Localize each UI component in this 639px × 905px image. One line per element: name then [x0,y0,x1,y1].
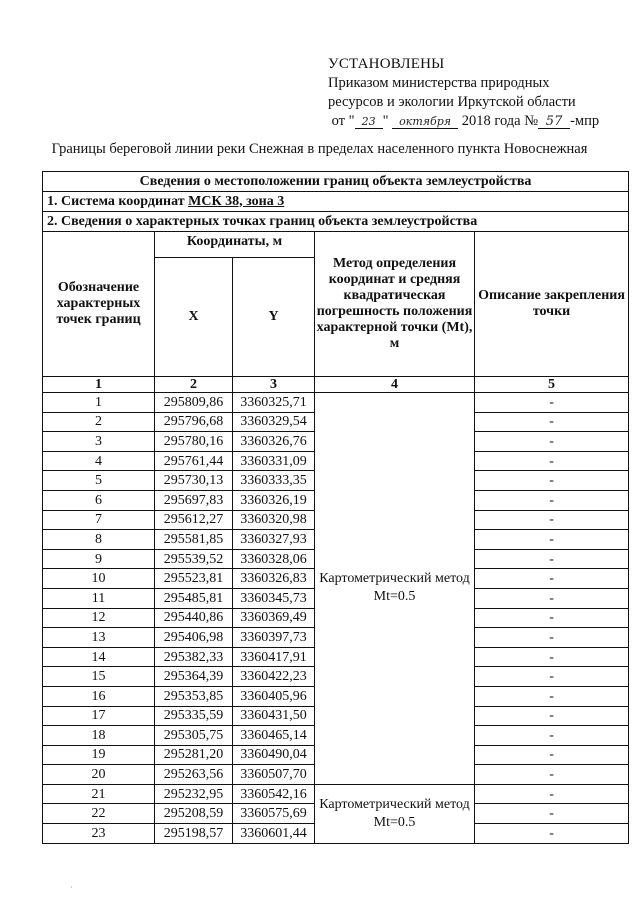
point-description: - [475,784,629,804]
point-description: - [475,726,629,746]
point-x: 295485,81 [155,588,233,608]
approval-order-line [328,112,628,131]
point-number: 13 [43,628,155,648]
order-number-handwritten: 57 [538,115,570,129]
point-y: 3360325,71 [233,393,315,413]
point-x: 295809,86 [155,393,233,413]
point-x: 295730,13 [155,471,233,491]
point-number: 23 [43,824,155,844]
order-quote-close: " [382,113,389,129]
point-y: 3360422,23 [233,667,315,687]
point-x: 295232,95 [155,784,233,804]
table-row [43,393,629,413]
order-month-handwritten: октября [392,115,458,129]
point-description: - [475,745,629,765]
point-description: - [475,765,629,785]
point-x: 295353,85 [155,686,233,706]
order-suffix: -мпр [570,113,600,129]
point-number: 12 [43,608,155,628]
point-number: 6 [43,490,155,510]
point-description: - [475,608,629,628]
document-title: Границы береговой линии реки Снежная в пределах населенного пункта Новоснежная [51,141,588,157]
point-y: 3360329,54 [233,412,315,432]
point-y: 3360575,69 [233,804,315,824]
point-description: - [475,471,629,491]
point-x: 295406,98 [155,628,233,648]
point-description: - [475,412,629,432]
column-number: 4 [315,377,475,393]
point-number: 15 [43,667,155,687]
column-number: 2 [155,377,233,393]
point-y: 3360542,16 [233,784,315,804]
order-day-handwritten: 23 [355,115,383,129]
point-number: 3 [43,432,155,452]
point-x: 295761,44 [155,451,233,471]
point-x: 295305,75 [155,726,233,746]
point-x: 295335,59 [155,706,233,726]
coord-system-name: МСК 38, зона 3 [188,193,285,209]
point-description: - [475,628,629,648]
points-title: 2. Сведения о характерных точках границ объекта землеустройства [43,212,629,232]
point-x: 295382,33 [155,647,233,667]
point-x: 295281,20 [155,745,233,765]
point-number: 22 [43,804,155,824]
point-description: - [475,451,629,471]
header-row-1 [43,232,629,258]
point-description: - [475,824,629,844]
point-x: 295198,57 [155,824,233,844]
header-y: Y [233,258,315,377]
point-y: 3360320,98 [233,510,315,530]
point-y: 3360331,09 [233,451,315,471]
point-x: 295440,86 [155,608,233,628]
column-number: 1 [43,377,155,393]
point-number: 7 [43,510,155,530]
point-number: 5 [43,471,155,491]
point-y: 3360405,96 [233,686,315,706]
point-x: 295364,39 [155,667,233,687]
point-y: 3360328,06 [233,549,315,569]
order-year: 2018 года № [461,113,539,129]
point-description: - [475,706,629,726]
point-x: 295208,59 [155,804,233,824]
point-x: 295523,81 [155,569,233,589]
point-number: 8 [43,530,155,550]
point-number: 17 [43,706,155,726]
point-description: - [475,549,629,569]
point-number: 14 [43,647,155,667]
point-x: 295780,16 [155,432,233,452]
point-description: - [475,569,629,589]
point-y: 3360465,14 [233,726,315,746]
point-number: 21 [43,784,155,804]
point-y: 3360326,76 [233,432,315,452]
approval-header: УСТАНОВЛЕНЫ [328,56,445,72]
point-number: 2 [43,412,155,432]
point-y: 3360431,50 [233,706,315,726]
point-number: 4 [43,451,155,471]
point-y: 3360601,44 [233,824,315,844]
point-description: - [475,647,629,667]
point-description: - [475,393,629,413]
point-description: - [475,804,629,824]
points-title-row [43,212,629,232]
column-number: 3 [233,377,315,393]
point-x: 295539,52 [155,549,233,569]
point-number: 10 [43,569,155,589]
point-number: 16 [43,686,155,706]
point-number: 11 [43,588,155,608]
section-title-row [43,172,629,192]
approval-line-1: Приказом министерства природных [328,75,550,91]
header-coordinates: Координаты, м [155,232,315,258]
point-number: 18 [43,726,155,746]
point-description: - [475,510,629,530]
coord-system-prefix: 1. Система координат [47,193,189,209]
section-title: Сведения о местоположении границ объекта землеустройства [43,172,629,192]
point-number: 1 [43,393,155,413]
approval-stamp [328,55,628,131]
point-y: 3360333,35 [233,471,315,491]
point-y: 3360507,70 [233,765,315,785]
coord-system [43,192,629,212]
coord-system-row [43,192,629,212]
point-description: - [475,432,629,452]
point-number: 20 [43,765,155,785]
point-description: - [475,588,629,608]
point-x: 295263,56 [155,765,233,785]
order-prefix: от " [331,113,355,129]
point-x: 295796,68 [155,412,233,432]
column-number: 5 [475,377,629,393]
point-y: 3360327,93 [233,530,315,550]
point-y: 3360490,04 [233,745,315,765]
point-number: 9 [43,549,155,569]
point-description: - [475,490,629,510]
header-designation: Обозначение характерных точек границ [43,232,155,377]
method-cell: Картометрический метод Mt=0.5 [315,784,475,843]
point-x: 295697,83 [155,490,233,510]
approval-line-2: ресурсов и экологии Иркутской области [328,94,576,110]
boundary-points-table [42,171,629,844]
scan-speck: · [70,883,73,892]
header-x: X [155,258,233,377]
point-number: 19 [43,745,155,765]
point-x: 295612,27 [155,510,233,530]
header-description: Описание закрепления точки [475,232,629,377]
table-row [43,784,629,804]
column-number-row [43,377,629,393]
header-method: Метод определения координат и средняя квадратическая погрешность положения характерной точки (Mt), м [315,232,475,377]
point-description: - [475,686,629,706]
point-y: 3360345,73 [233,588,315,608]
point-description: - [475,667,629,687]
point-y: 3360326,19 [233,490,315,510]
point-y: 3360417,91 [233,647,315,667]
point-y: 3360369,49 [233,608,315,628]
point-x: 295581,85 [155,530,233,550]
method-cell: Картометрический метод Mt=0.5 [315,393,475,785]
point-y: 3360397,73 [233,628,315,648]
point-y: 3360326,83 [233,569,315,589]
point-description: - [475,530,629,550]
